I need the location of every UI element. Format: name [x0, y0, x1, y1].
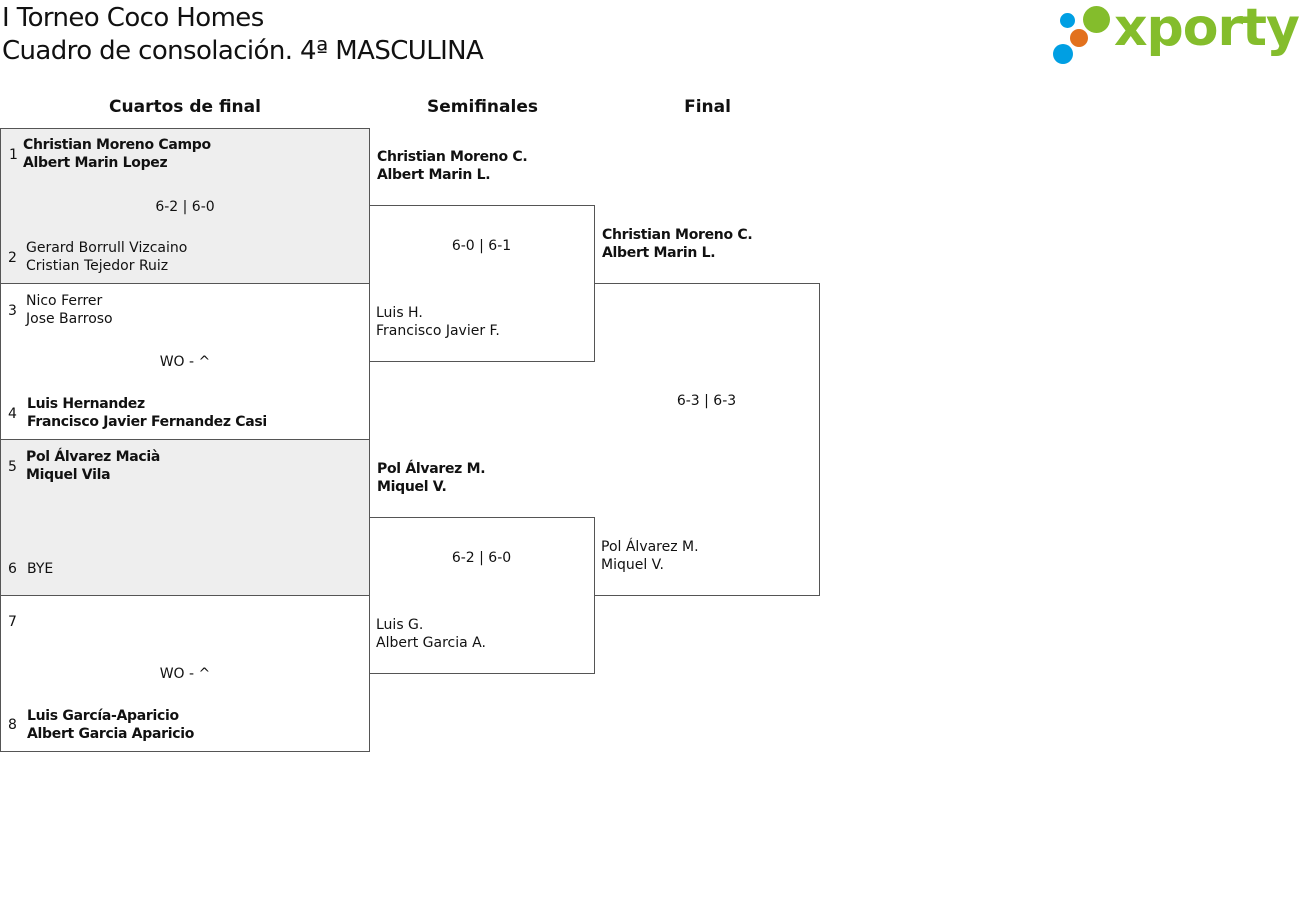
final-match: [594, 283, 820, 596]
seed-number: 2: [8, 250, 17, 266]
sf-match-1: [369, 205, 595, 362]
player-name: Luis García-Aparicio: [27, 708, 179, 724]
column-header-final: Final: [684, 97, 731, 117]
player-name: Cristian Tejedor Ruiz: [26, 258, 169, 274]
seed-number: 3: [8, 303, 17, 319]
player-name: Luis Hernandez: [27, 396, 145, 412]
seed-number: 5: [8, 459, 17, 475]
seed-number: 6: [8, 561, 17, 577]
player-name: Luis H.: [376, 305, 423, 321]
seed-number: 4: [8, 406, 17, 422]
match-score: WO - ^: [159, 666, 211, 682]
xporty-logo: [1050, 0, 1299, 68]
qf-match-4: [0, 595, 370, 752]
player-name: BYE: [27, 561, 54, 577]
seed-number: 7: [8, 614, 17, 630]
match-score: 6-2 | 6-0: [451, 550, 512, 566]
seed-number: 8: [8, 717, 17, 733]
sf-match-2: [369, 517, 595, 674]
player-name: Pol Álvarez M.: [601, 539, 699, 555]
player-name: Francisco Javier F.: [376, 323, 500, 339]
player-name: Nico Ferrer: [26, 293, 103, 309]
qf-match-1: [0, 128, 370, 284]
logo-dot-green: [1083, 6, 1110, 33]
player-name: Albert Marin L.: [377, 167, 491, 183]
logo-dot-blue-small: [1060, 13, 1075, 28]
tournament-title: I Torneo Coco Homes: [2, 3, 264, 33]
player-name: Miquel V.: [377, 479, 447, 495]
match-score: WO - ^: [159, 354, 211, 370]
player-name: Albert Garcia A.: [376, 635, 486, 651]
match-score: 6-2 | 6-0: [155, 199, 215, 215]
logo-dot-blue-large: [1053, 44, 1073, 64]
logo-wordmark: xporty: [1114, 0, 1299, 58]
draw-subtitle: Cuadro de consolación. 4ª MASCULINA: [2, 36, 484, 66]
player-name: Pol Álvarez Macià: [26, 449, 161, 465]
player-name: Christian Moreno C.: [602, 227, 753, 243]
seed-number: 1: [9, 147, 18, 163]
player-name: Jose Barroso: [26, 311, 113, 327]
match-score: 6-3 | 6-3: [676, 393, 737, 409]
column-header-quarterfinals: Cuartos de final: [109, 97, 261, 117]
player-name: Albert Marin Lopez: [23, 155, 168, 171]
player-name: Miquel V.: [601, 557, 664, 573]
player-name: Luis G.: [376, 617, 424, 633]
player-name: Francisco Javier Fernandez Casi: [27, 414, 267, 430]
player-name: Christian Moreno Campo: [23, 137, 211, 153]
player-name: Miquel Vila: [26, 467, 111, 483]
qf-match-3: [0, 439, 370, 596]
qf-match-2: [0, 283, 370, 440]
player-name: Albert Garcia Aparicio: [27, 726, 195, 742]
player-name: Gerard Borrull Vizcaino: [26, 240, 188, 256]
match-score: 6-0 | 6-1: [451, 238, 512, 254]
column-header-semifinals: Semifinales: [427, 97, 538, 117]
player-name: Pol Álvarez M.: [377, 461, 486, 477]
player-name: Albert Marin L.: [602, 245, 716, 261]
player-name: Christian Moreno C.: [377, 149, 528, 165]
logo-dot-orange: [1070, 29, 1088, 47]
